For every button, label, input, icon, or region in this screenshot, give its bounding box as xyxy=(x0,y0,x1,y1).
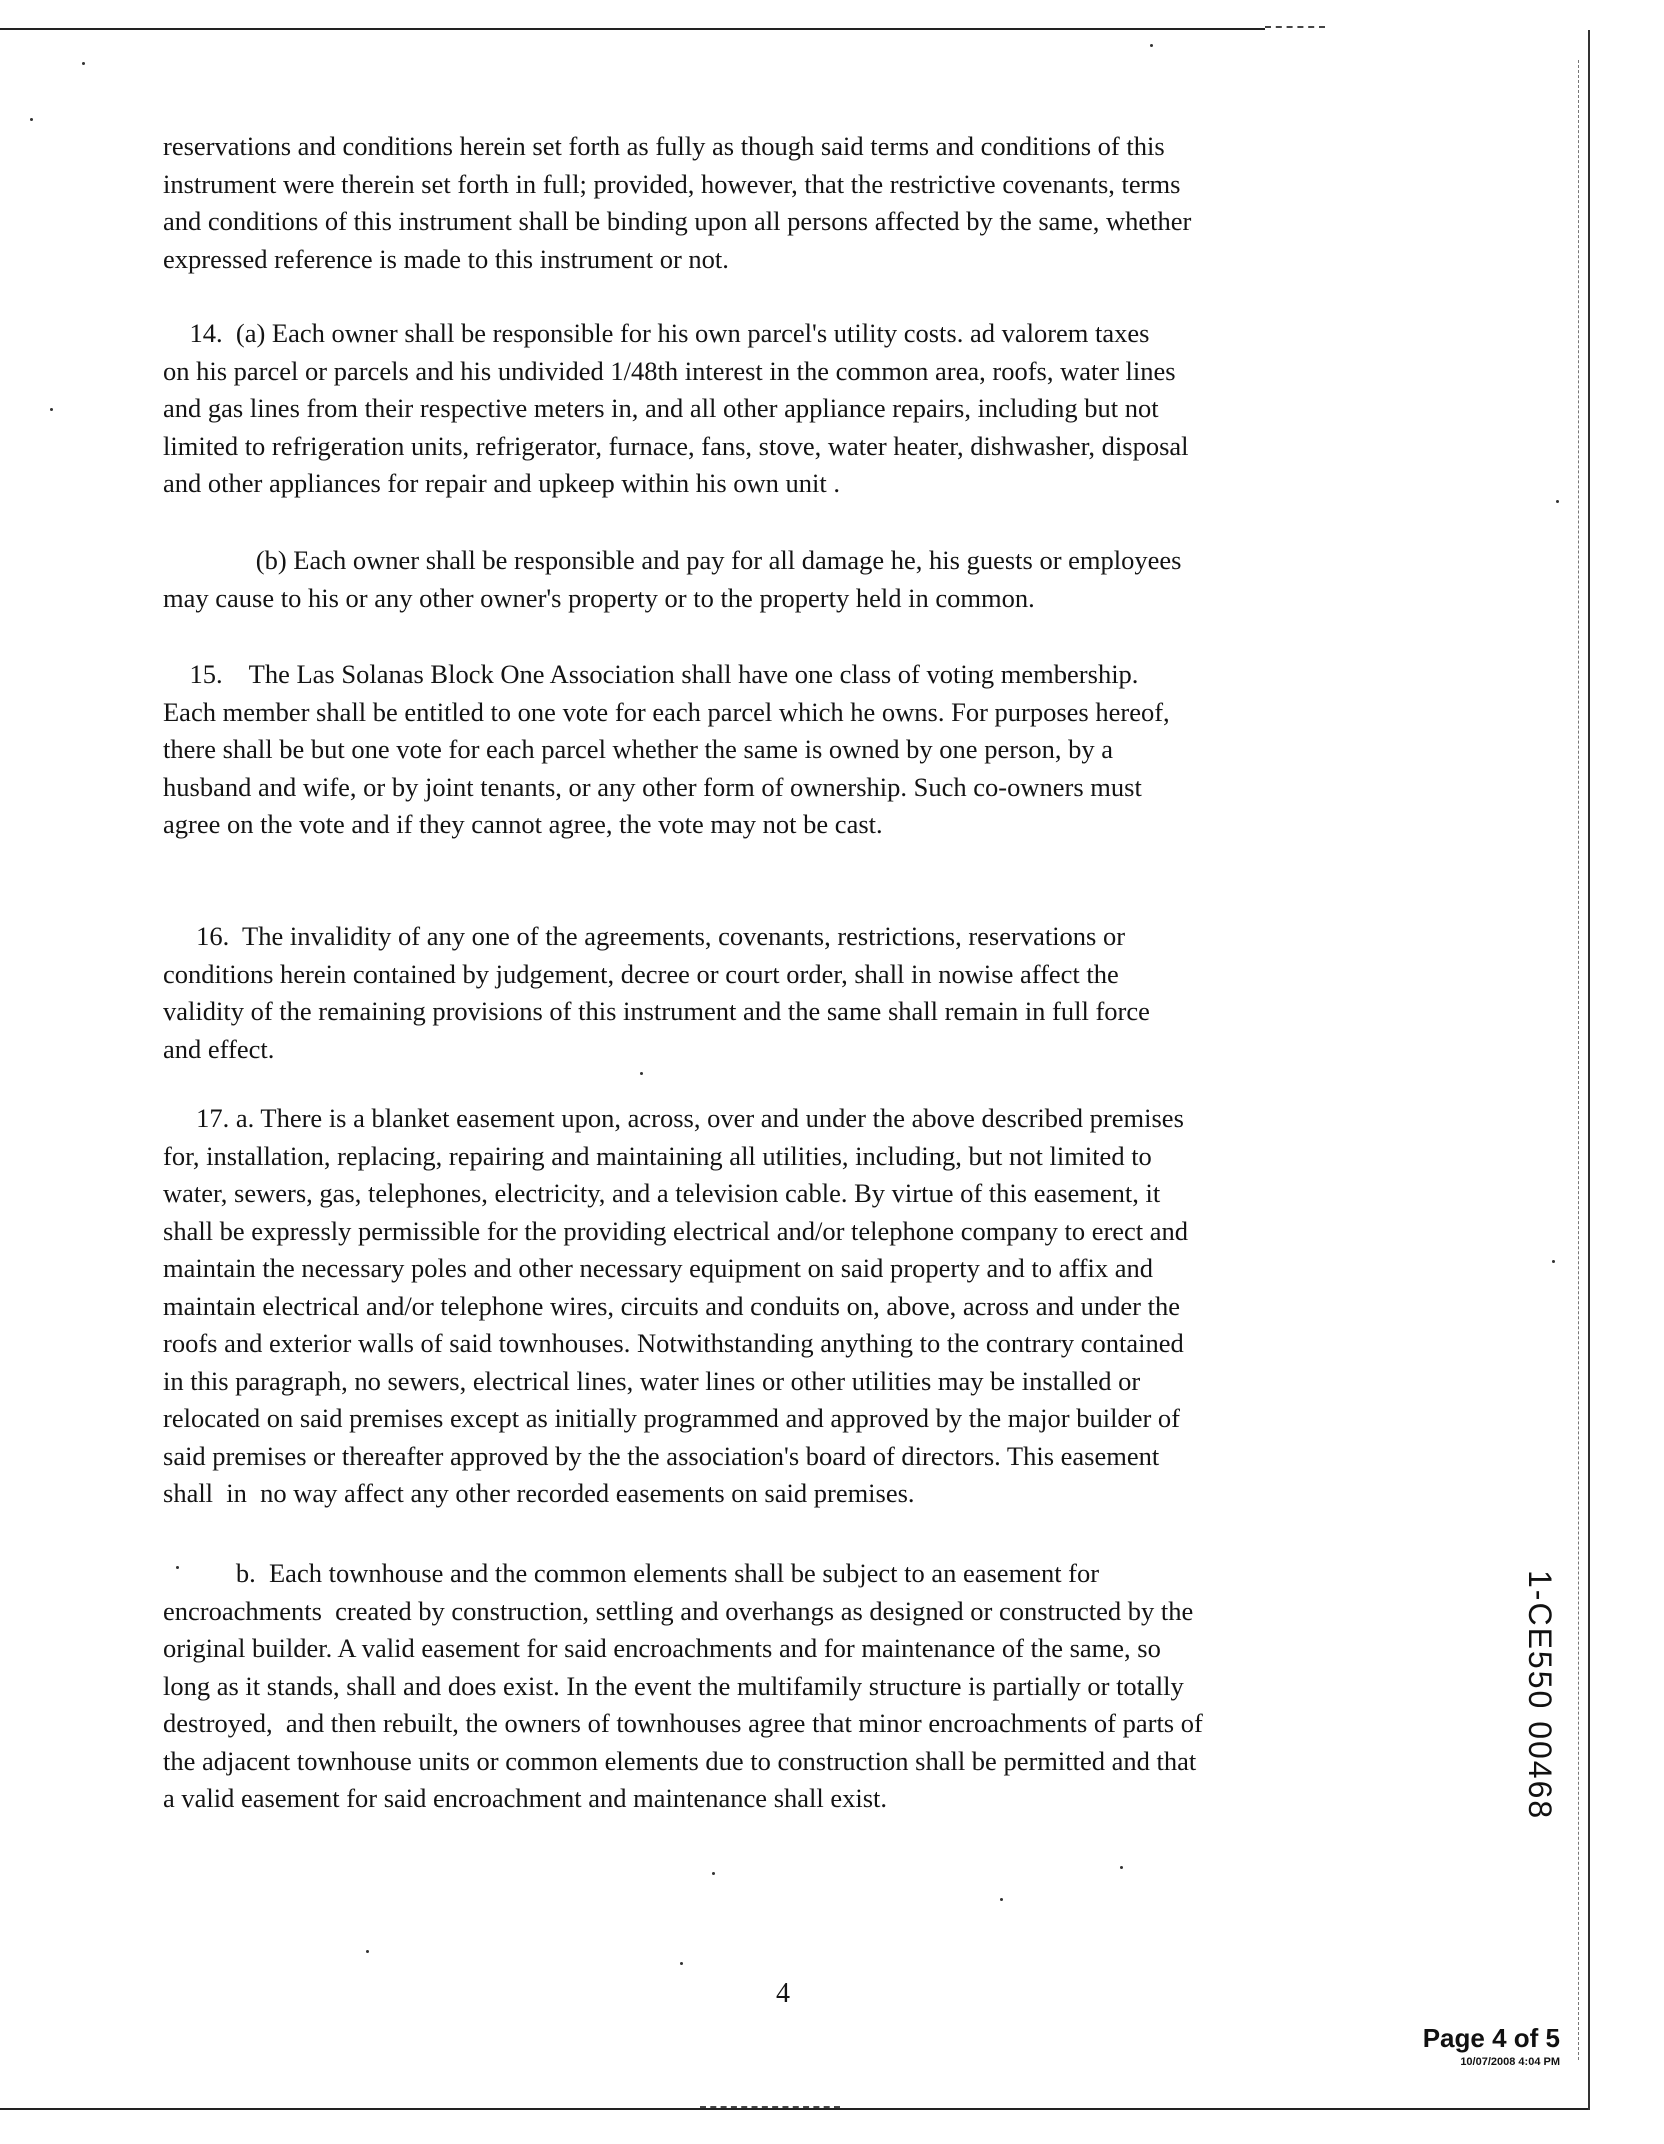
text-line: there shall be but one vote for each parcel whether the same is owned by one person, by a xyxy=(163,734,1113,764)
text-line: destroyed, and then rebuilt, the owners of townhouses agree that minor encroachments of parts of xyxy=(163,1708,1203,1738)
scan-speck xyxy=(50,408,53,411)
scan-speck xyxy=(1000,1898,1003,1901)
text-line: maintain the necessary poles and other necessary equipment on said property and to affix and xyxy=(163,1253,1153,1283)
text-line: 14. (a) Each owner shall be responsible for his own parcel's utility costs. ad valorem taxes xyxy=(163,318,1150,348)
text-line: may cause to his or any other owner's property or to the property held in common. xyxy=(163,582,1035,613)
text-line: and other appliances for repair and upkeep within his own unit . xyxy=(163,468,841,498)
top-rule-dashed xyxy=(1265,26,1325,28)
paragraph-14b xyxy=(163,542,1413,617)
text-line: encroachments created by construction, settling and overhangs as designed or constructed by the xyxy=(163,1595,1194,1626)
text-line: limited to refrigeration units, refrigerator, furnace, fans, stove, water heater, dishwasher, disposal xyxy=(163,430,1189,461)
scan-speck xyxy=(640,1072,643,1075)
text-line: the adjacent townhouse units or common elements due to construction shall be permitted and that xyxy=(163,1745,1197,1776)
text-line: long as it stands, shall and does exist. In the event the multifamily structure is partially or totally xyxy=(163,1670,1184,1701)
text-line: conditions herein contained by judgement, decree or court order, shall in nowise affect the xyxy=(163,958,1119,989)
scan-speck xyxy=(1552,1260,1555,1263)
text-line: shall in no way affect any other recorded easements on said premises. xyxy=(163,1478,915,1508)
right-margin-dashed-rule xyxy=(1578,60,1579,2060)
text-line: in this paragraph, no sewers, electrical lines, water lines or other utilities may be installed or xyxy=(163,1365,1141,1396)
scan-speck xyxy=(1556,500,1559,503)
scan-speck xyxy=(366,1950,369,1953)
paragraph-17a xyxy=(163,1100,1413,1513)
text-line: b. Each townhouse and the common elements shall be subject to an easement for xyxy=(163,1558,1100,1588)
text-line: validity of the remaining provisions of this instrument and the same shall remain in full force xyxy=(163,996,1150,1026)
scan-speck xyxy=(712,1872,715,1875)
footer-page-label: Page 4 of 5 xyxy=(1422,2023,1560,2053)
scan-speck xyxy=(30,118,33,121)
text-line: instrument were therein set forth in full; provided, however, that the restrictive covenants, terms xyxy=(163,168,1181,199)
text-line: and conditions of this instrument shall be binding upon all persons affected by the same, whether xyxy=(163,206,1192,236)
text-line: a valid easement for said encroachment and maintenance shall exist. xyxy=(163,1783,888,1813)
text-line: and effect. xyxy=(163,1033,275,1064)
top-rule xyxy=(0,28,1265,30)
text-line: for, installation, replacing, repairing and maintaining all utilities, including, but not limited to xyxy=(163,1140,1152,1171)
right-margin-rule xyxy=(1588,30,1590,2110)
text-line: 17. a. There is a blanket easement upon, across, over and under the above described premises xyxy=(163,1103,1184,1133)
text-line: said premises or thereafter approved by the the association's board of directors. This easement xyxy=(163,1440,1160,1471)
text-line: 15. The Las Solanas Block One Association shall have one class of voting membership. xyxy=(163,659,1139,689)
paragraph-15 xyxy=(163,656,1413,844)
text-line: husband and wife, or by joint tenants, or any other form of ownership. Such co-owners must xyxy=(163,771,1142,802)
text-line: agree on the vote and if they cannot agree, the vote may not be cast. xyxy=(163,809,883,839)
scan-speck xyxy=(1120,1866,1123,1869)
text-line: (b) Each owner shall be responsible and pay for all damage he, his guests or employees xyxy=(163,545,1182,575)
text-line: shall be expressly permissible for the providing electrical and/or telephone company to erect and xyxy=(163,1215,1189,1246)
text-line: maintain electrical and/or telephone wires, circuits and conduits on, above, across and under the xyxy=(163,1290,1180,1321)
text-line: roofs and exterior walls of said townhouses. Notwithstanding anything to the contrary contained xyxy=(163,1328,1184,1358)
text-line: on his parcel or parcels and his undivided 1/48th interest in the common area, roofs, water lines xyxy=(163,355,1176,386)
scan-speck xyxy=(680,1962,683,1965)
bates-number: 1-CE550 00468 xyxy=(1522,1570,1558,1821)
scan-speck xyxy=(1150,44,1153,47)
text-line: original builder. A valid easement for said encroachments and for maintenance of the same, so xyxy=(163,1633,1161,1663)
text-line: water, sewers, gas, telephones, electricity, and a television cable. By virtue of this easement, it xyxy=(163,1178,1161,1208)
text-line: relocated on said premises except as initially programmed and approved by the major builder of xyxy=(163,1403,1180,1433)
paragraph-16 xyxy=(163,918,1413,1068)
bottom-rule xyxy=(0,2108,1588,2110)
footer-timestamp: 10/07/2008 4:04 PM xyxy=(1460,2056,1560,2068)
paragraph-14a xyxy=(163,315,1413,503)
text-line: 16. The invalidity of any one of the agreements, covenants, restrictions, reservations or xyxy=(163,921,1126,951)
page-number: 4 xyxy=(776,1978,790,2009)
text-line: Each member shall be entitled to one vote for each parcel which he owns. For purposes hereof, xyxy=(163,696,1170,727)
text-line: reservations and conditions herein set forth as fully as though said terms and conditions of this xyxy=(163,131,1165,161)
paragraph-continuation xyxy=(163,128,1413,278)
scan-speck xyxy=(82,62,85,65)
text-line: and gas lines from their respective meters in, and all other appliance repairs, including but not xyxy=(163,393,1159,423)
bottom-rule-dashed xyxy=(700,2106,840,2108)
paragraph-17b xyxy=(163,1555,1413,1818)
text-line: expressed reference is made to this instrument or not. xyxy=(163,243,729,274)
